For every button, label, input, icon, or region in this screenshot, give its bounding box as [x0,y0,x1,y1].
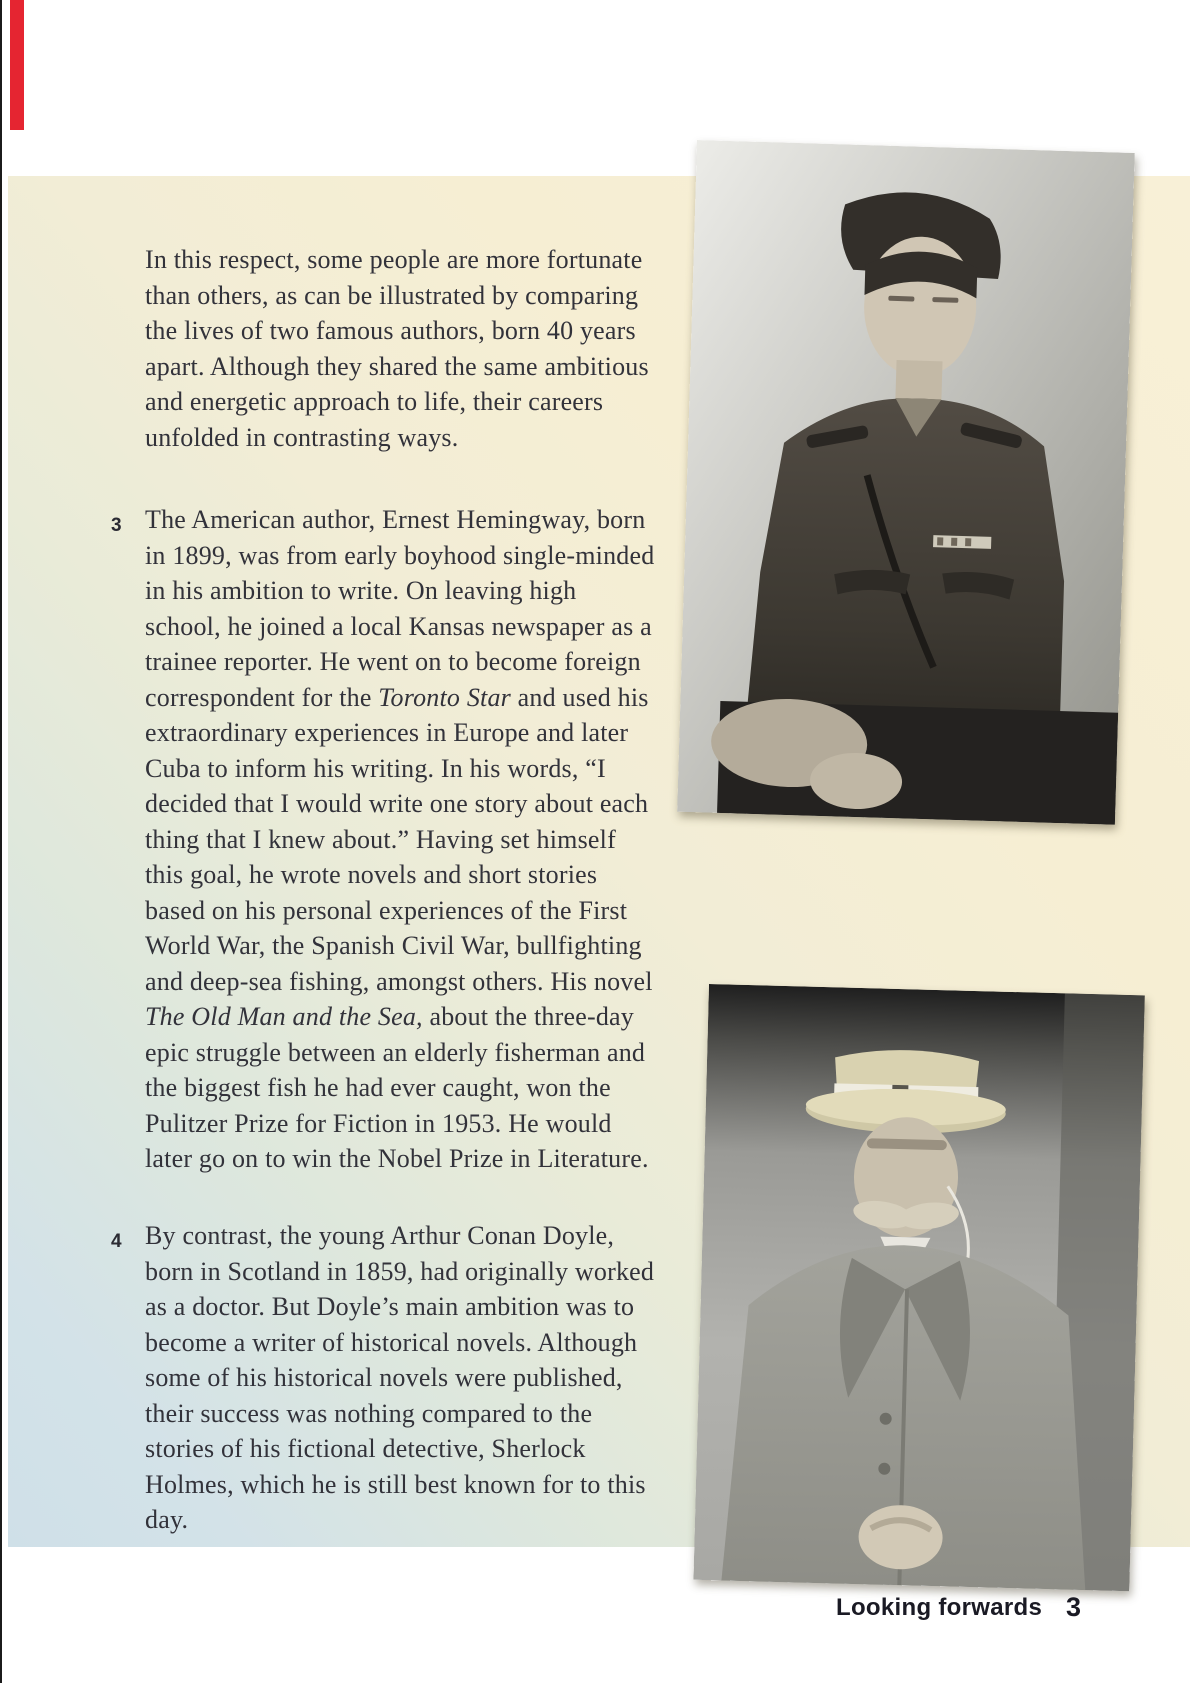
page-number: 3 [1066,1592,1082,1622]
conan-doyle-portrait-graphic [693,984,1144,1591]
text-run: about the three-day epic struggle between an elderly fisherman and the biggest fish he had ever caught, won the Pulitzer Prize for Fiction in 1953. He would later go on to win the Nobel Prize in Literature. [145,1002,649,1173]
italic-text-run: The Old Man and the Sea, [145,1002,423,1031]
text-run: By contrast, the young Arthur Conan Doyle, born in Scotland in 1859, had originally worked as a doctor. But Doyle’s main ambition was to become a writer of historical novels. Although some of his historical novels were published, their success was nothing compared to the stories of his fictional detective, Sherlock Holmes, which he is still best known for to this day. [145,1221,655,1534]
paragraph [111,1218,657,1538]
paragraph [111,502,657,1177]
text-run: The American author, Ernest Hemingway, born in 1899, was from early boyhood single-minded in his ambition to write. On leaving high school, he joined a local Kansas newspaper as a trainee reporter. He went on to become foreign correspondent for the [145,505,655,712]
text-run: In this respect, some people are more fortunate than others, as can be illustrated by comparing the lives of two famous authors, born 40 years apart. Although they shared the same ambitious and energetic approach to life, their careers unfolded in contrasting ways. [145,245,649,452]
paragraph-number: 4 [111,1231,122,1252]
paragraph-number: 3 [111,515,122,536]
conan-doyle-photo [693,984,1144,1591]
paragraph [145,242,657,455]
hemingway-portrait-graphic [677,140,1135,825]
hemingway-photo [677,140,1135,825]
text-run: and used his extraordinary experiences in Europe and later Cuba to inform his writing. In his words, “I decided that I would write one story about each thing that I knew about.” Having set himself this goal, he wrote novels and short stories based on his personal experiences of the First World War, the Spanish Civil War, bullfighting and deep-sea fishing, amongst others. His novel [145,682,653,996]
italic-text-run: Toronto Star [378,682,511,712]
section-title: Looking forwards [836,1594,1043,1621]
